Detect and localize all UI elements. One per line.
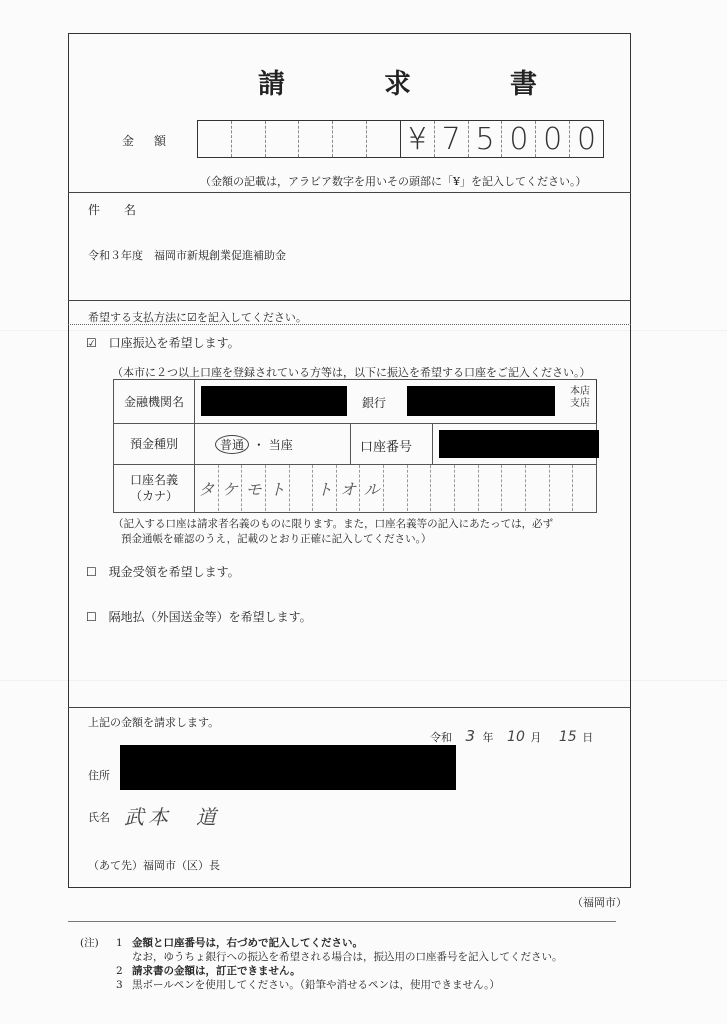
number-label: 口座番号: [360, 440, 413, 456]
divider: [68, 707, 631, 708]
branch-suffix: 本店 支店: [570, 386, 590, 409]
amount-note: （金額の記載は，アラビア数字を用いその頭部に「¥」を記入してください。）: [200, 175, 587, 188]
note-number: 3: [116, 979, 123, 991]
amount-digit: [333, 121, 367, 157]
payment-instruction: 希望する支払方法に☑を記入してください。: [88, 311, 307, 324]
divider: [68, 300, 631, 301]
claim-text: 上記の金額を請求します。: [88, 716, 220, 729]
kana-char: [455, 465, 479, 511]
redaction: [407, 386, 555, 416]
amount-digit: 0: [502, 121, 536, 157]
kana-char: タ: [195, 465, 219, 511]
date-day: 15: [558, 729, 577, 745]
date-field[interactable]: 令和 3 年 10 月 15 日: [430, 727, 594, 745]
cell-divider: [432, 424, 433, 464]
unchecked-box-icon[interactable]: ☐: [86, 565, 97, 579]
option-overseas[interactable]: [86, 608, 312, 625]
kana-char: ト: [313, 465, 337, 511]
subject-value: 令和３年度 福岡市新規創業促進補助金: [88, 249, 286, 262]
divider: [68, 192, 631, 193]
name-label: 口座名義 （カナ）: [114, 464, 195, 512]
option-transfer-label: 口座振込を希望します。: [108, 336, 240, 350]
option-transfer[interactable]: [86, 334, 240, 351]
cell-divider: [350, 424, 351, 464]
account-name-kana-field[interactable]: [195, 464, 597, 512]
type-futsu-selected: 普通: [215, 435, 249, 454]
kana-char: [384, 465, 408, 511]
redaction: [439, 430, 599, 458]
note-1: 金額と口座番号は，右づめで記入してください。: [132, 937, 363, 949]
divider: [68, 324, 631, 325]
amount-digit: 0: [536, 121, 570, 157]
divider: [68, 921, 616, 922]
bank-suffix: 銀行: [362, 396, 387, 410]
amount-digit: 0: [576, 121, 597, 157]
note-2: 請求書の金額は，訂正できません。: [132, 965, 301, 977]
kana-char: ル: [360, 465, 384, 511]
type-and-number-cell: [195, 424, 597, 464]
note-number: 2: [116, 965, 123, 977]
kana-char: [431, 465, 455, 511]
unchecked-box-icon[interactable]: ☐: [86, 610, 97, 624]
claimant-name: 武本 道: [124, 805, 220, 829]
kana-char: ケ: [219, 465, 243, 511]
amount-digit: 7: [435, 121, 469, 157]
type-separator: ・: [252, 438, 265, 453]
subject-label: 件 名: [88, 203, 143, 217]
option-overseas-label: 隔地払（外国送金等）を希望します。: [108, 610, 312, 624]
kana-char: モ: [242, 465, 266, 511]
date-year: 3: [465, 727, 476, 745]
bank-name-field[interactable]: [195, 380, 597, 424]
amount-digit: [367, 121, 401, 157]
amount-digit: [299, 121, 333, 157]
option-cash-label: 現金受領を希望します。: [108, 565, 240, 579]
amount-digit: [198, 121, 232, 157]
amount-digit: [266, 121, 300, 157]
account-table: [113, 379, 597, 513]
transfer-note: （本市に２つ以上口座を登録されている方等は，以下に振込を希望する口座をご記入ください。）: [112, 366, 591, 379]
type-label: 預金種別: [114, 424, 195, 464]
type-toza: 当座: [268, 438, 293, 453]
amount-digit: [232, 121, 266, 157]
name-label: 氏名: [88, 811, 110, 824]
kana-char: [550, 465, 574, 511]
bank-label: 金融機関名: [114, 380, 195, 424]
addressee: （あて先）福岡市（区）長: [88, 859, 220, 872]
notes-prefix: (注): [80, 937, 99, 949]
kana-char: [502, 465, 526, 511]
kana-char: [526, 465, 550, 511]
city-mark: （福岡市）: [572, 896, 627, 909]
amount-label: 金 額: [122, 134, 171, 148]
kana-char: [573, 465, 596, 511]
kana-char: [290, 465, 314, 511]
kana-char: オ: [337, 465, 361, 511]
kana-char: [408, 465, 432, 511]
account-note-2: 預金通帳を確認のうえ，記載のとおり正確に記入してください。）: [121, 533, 432, 545]
amount-digit: ¥: [401, 121, 435, 157]
address-label: 住所: [88, 769, 110, 782]
option-cash[interactable]: [86, 563, 240, 580]
note-3: 黒ボールペンを使用してください。（鉛筆や消せるペンは，使用できません。）: [132, 979, 500, 991]
amount-digit: 5: [469, 121, 503, 157]
account-note-1: （記入する口座は請求者名義のものに限ります。また，口座名義等の記入にあたっては，必ず: [113, 518, 554, 530]
date-month: 10: [507, 729, 525, 745]
document-title: 請 求 書: [258, 69, 573, 100]
redaction: [201, 386, 347, 416]
amount-field[interactable]: [197, 120, 604, 158]
account-type-options[interactable]: [215, 435, 293, 454]
redaction: [120, 745, 456, 790]
kana-char: [479, 465, 503, 511]
note-number: 1: [116, 937, 123, 949]
kana-char: ト: [266, 465, 290, 511]
note-1b: なお，ゆうちょ銀行への振込を希望される場合は，振込用の口座番号を記入してください。: [132, 951, 563, 963]
checked-box-icon[interactable]: ☑: [86, 336, 97, 350]
